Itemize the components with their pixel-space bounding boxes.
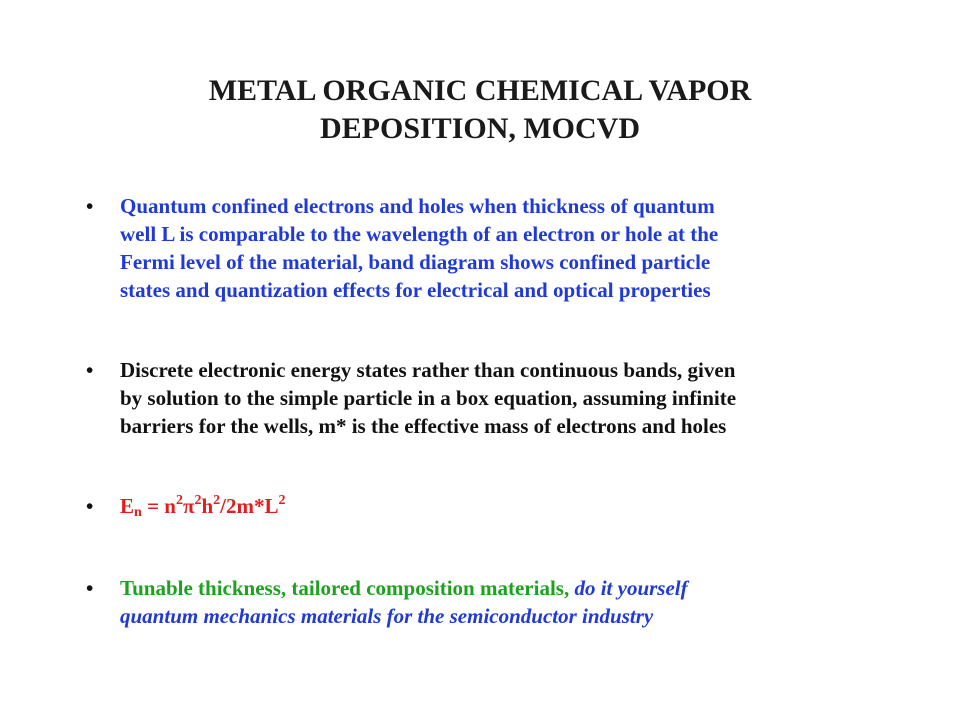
bullet-dot: •: [86, 494, 94, 518]
title-line-1: METAL ORGANIC CHEMICAL VAPOR: [208, 74, 752, 107]
bullet-discrete-states: [86, 356, 886, 440]
bullet2-line-1: Discrete electronic energy states rather than continuous bands, given: [120, 358, 736, 382]
eq-sup-4: 2: [278, 493, 286, 508]
eq-sup-3: 2: [213, 493, 221, 508]
eq-sup-2: 2: [194, 493, 202, 508]
eq-h: h: [201, 494, 214, 518]
bullet1-line-2: well L is comparable to the wavelength of an electron or hole at the: [120, 222, 719, 246]
bullet-tunable: [86, 574, 886, 630]
eq-pi: π: [182, 494, 195, 518]
bullet-dot: •: [86, 358, 94, 382]
bullet4-italic-1: do it yourself: [574, 576, 688, 600]
bullet1-line-4: states and quantization effects for electrical and optical properties: [120, 278, 711, 302]
bullet4-italic-2: quantum mechanics materials for the semiconductor industry: [120, 604, 654, 628]
bullet1-line-3: Fermi level of the material, band diagram shows confined particle: [120, 250, 711, 274]
energy-equation: [120, 492, 886, 520]
bullet-list: [86, 192, 886, 630]
eq-sub-n: n: [134, 505, 142, 520]
bullet-quantum-confinement: [86, 192, 886, 304]
eq-E: E: [120, 494, 135, 518]
eq-sup-1: 2: [175, 493, 183, 508]
bullet2-line-2: by solution to the simple particle in a box equation, assuming infinite: [120, 386, 737, 410]
title-line-2: DEPOSITION, MOCVD: [319, 112, 641, 145]
eq-equals-n: = n: [141, 494, 176, 518]
bullet2-line-3: barriers for the wells, m* is the effective mass of electrons and holes: [120, 414, 727, 438]
bullet1-line-1: Quantum confined electrons and holes when thickness of quantum: [120, 194, 715, 218]
bullet-dot: •: [86, 576, 94, 600]
slide-title: [80, 72, 880, 148]
bullet-dot: •: [86, 194, 94, 218]
bullet-energy-equation: [86, 492, 886, 520]
bullet4-green-text: Tunable thickness, tailored composition materials,: [120, 576, 570, 600]
eq-rest: /2m*L: [220, 494, 279, 518]
bullet4-line-1: [120, 574, 886, 602]
